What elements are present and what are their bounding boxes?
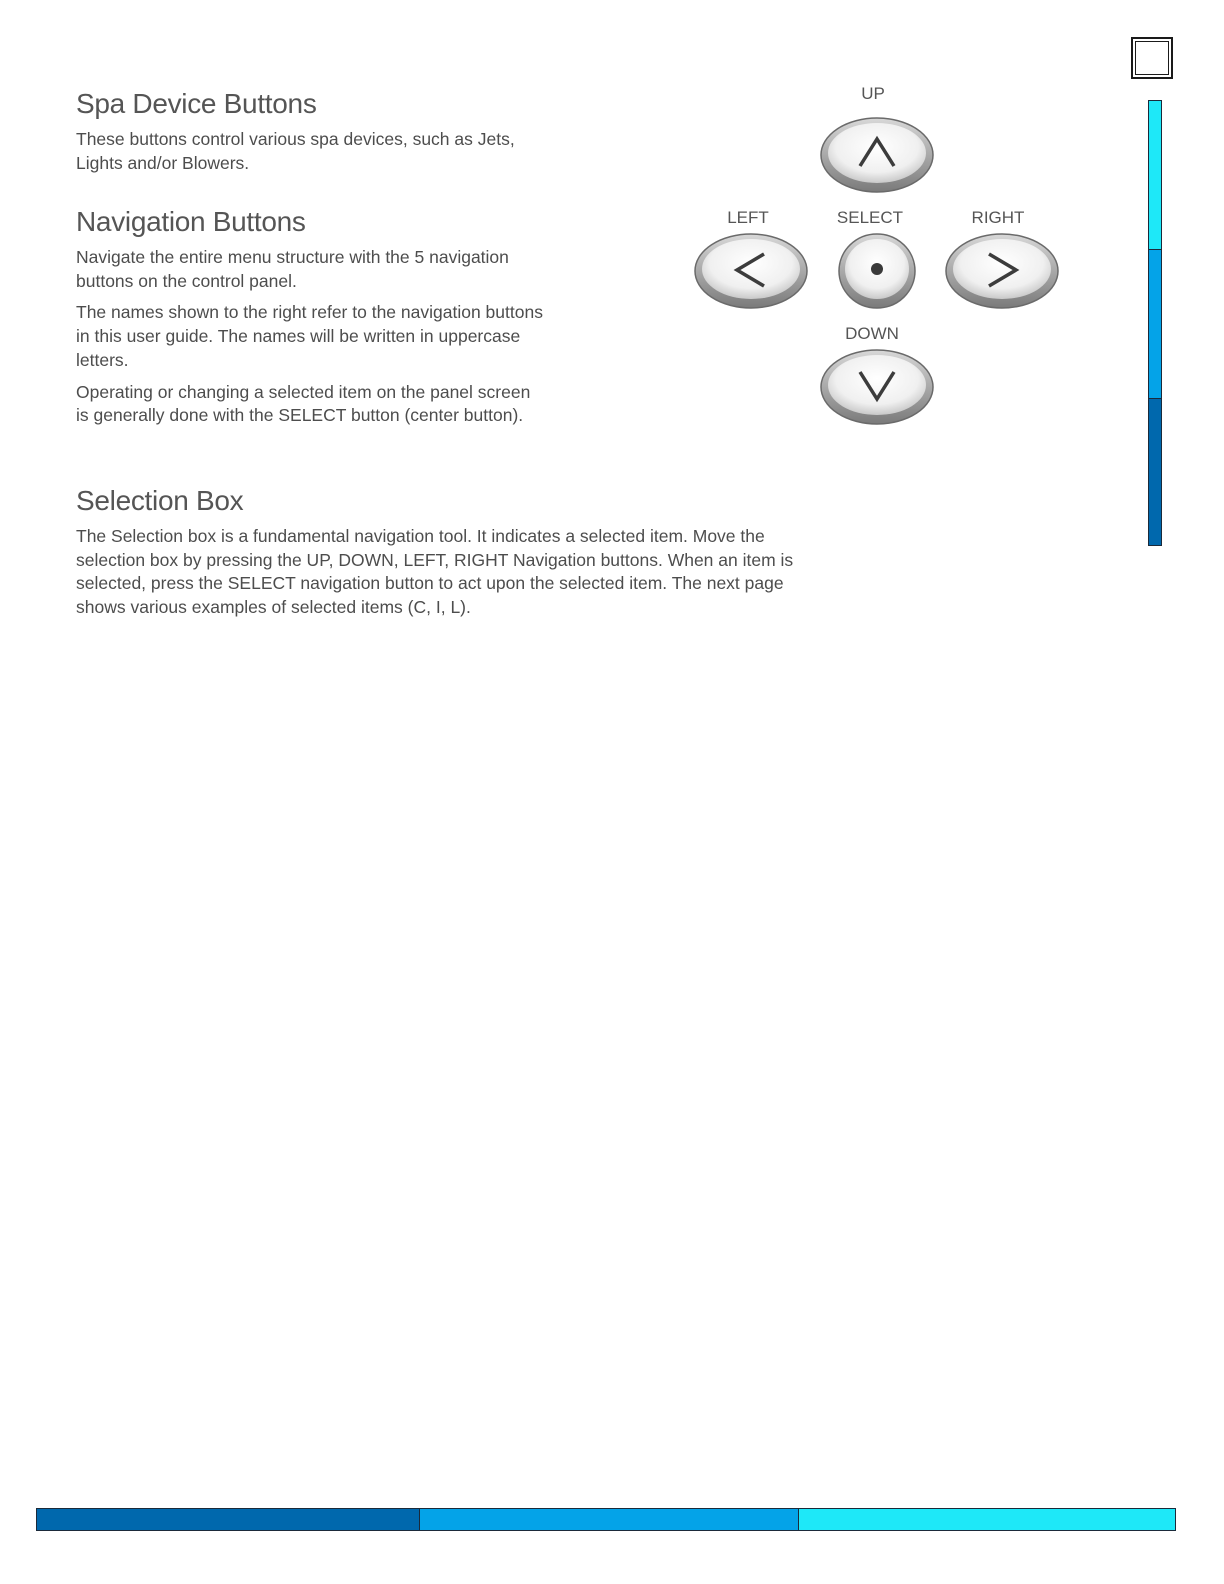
section-title: Selection Box bbox=[76, 485, 244, 516]
dot-icon bbox=[871, 263, 883, 275]
section-paragraph: Navigate the entire menu structure with the 5 navigation buttons on the control panel. bbox=[76, 247, 509, 291]
section-title: Spa Device Buttons bbox=[76, 88, 317, 119]
section-selection-box bbox=[76, 485, 821, 628]
down-button[interactable] bbox=[821, 350, 933, 424]
side-color-bar bbox=[1148, 100, 1162, 546]
side-bar-segment-dark bbox=[1149, 398, 1161, 545]
left-button[interactable] bbox=[695, 234, 807, 308]
section-paragraph: The names shown to the right refer to the navigation buttons in this user guide. The names will be written in uppercase letters. bbox=[76, 302, 543, 370]
right-label: RIGHT bbox=[971, 208, 1025, 227]
section-body: These buttons control various spa devices, such as Jets, Lights and/or Blowers. bbox=[76, 129, 515, 173]
bottom-bar-segment-dark bbox=[37, 1509, 419, 1530]
section-body: The Selection box is a fundamental navigation tool. It indicates a selected item. Move the selection box by pressing the UP, DOWN, LEFT, RIGHT Navigation buttons. When an item is selected, press the SELECT navigation button to act upon the selected item. The next page shows various examples of selected items (C, I, L). bbox=[76, 526, 794, 618]
bottom-bar-segment-cyan bbox=[798, 1509, 1175, 1530]
select-button[interactable] bbox=[839, 234, 915, 308]
page-number-box bbox=[1131, 37, 1173, 79]
up-button[interactable] bbox=[821, 118, 933, 192]
up-label: UP bbox=[861, 84, 885, 103]
section-paragraph: Operating or changing a selected item on the panel screen is generally done with the SELECT button (center button). bbox=[76, 381, 531, 426]
section-title: Navigation Buttons bbox=[76, 206, 306, 237]
section-navigation-buttons bbox=[76, 206, 546, 436]
select-label: SELECT bbox=[836, 208, 904, 227]
right-button[interactable] bbox=[946, 234, 1058, 308]
section-spa-device-buttons bbox=[76, 88, 546, 183]
side-bar-segment-blue bbox=[1149, 249, 1161, 399]
down-label: DOWN bbox=[845, 324, 899, 343]
left-label: LEFT bbox=[727, 208, 769, 227]
side-bar-segment-cyan bbox=[1149, 101, 1161, 249]
bottom-bar-segment-blue bbox=[419, 1509, 798, 1530]
bottom-color-bar bbox=[36, 1508, 1176, 1531]
